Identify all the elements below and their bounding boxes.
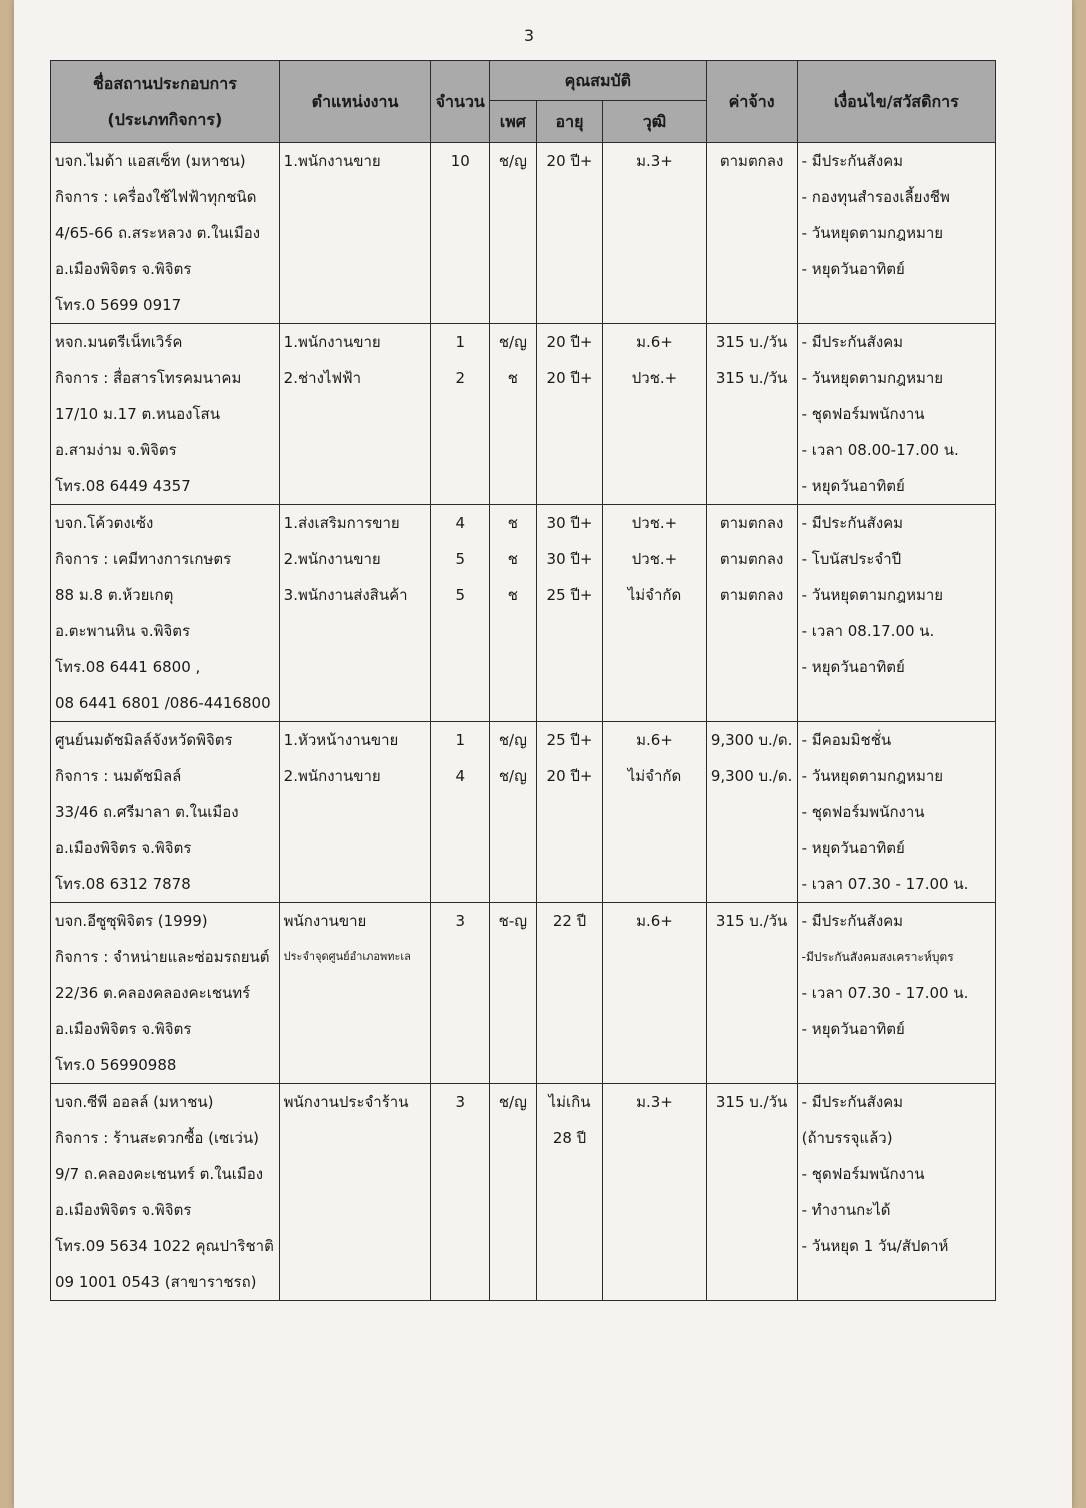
company-line: กิจการ : เคมีทางการเกษตร (55, 550, 232, 568)
position-line: 1.พนักงานขาย (283, 152, 381, 170)
company-cell (51, 903, 280, 1084)
welfare-line: - ชุดฟอร์มพนักงาน (801, 1165, 925, 1183)
company-line: 09 1001 0543 (สาขาราชรถ) (55, 1273, 257, 1291)
table-row (51, 324, 996, 505)
position-cell (279, 903, 431, 1084)
welfare-line: - วันหยุดตามกฎหมาย (801, 369, 944, 387)
company-line: บจก.ซีพี ออลล์ (มหาชน) (55, 1093, 214, 1111)
position-cell (279, 505, 431, 722)
gender-line: ช/ญ (498, 152, 527, 170)
company-line: 9/7 ถ.คลองคะเชนทร์ ต.ในเมือง (55, 1165, 264, 1183)
age-cell (536, 722, 603, 903)
count-line: 10 (450, 152, 470, 170)
gender-line: ช/ญ (498, 1093, 527, 1111)
wage-line: 315 บ./วัน (715, 912, 788, 930)
position-line: พนักงานประจำร้าน (283, 1093, 409, 1111)
wage-line: 315 บ./วัน (715, 333, 788, 351)
job-table (50, 60, 996, 1301)
welfare-line: - ชุดฟอร์มพนักงาน (801, 405, 925, 423)
welfare-line: - มีประกันสังคม (801, 514, 904, 532)
gender-line: ช/ญ (498, 731, 527, 749)
welfare-line: - วันหยุดตามกฎหมาย (801, 224, 944, 242)
age-line: 25 ปี+ (546, 586, 593, 604)
gender-line: ช (507, 550, 518, 568)
count-line: 5 (455, 586, 466, 604)
position-line: 1.พนักงานขาย (283, 333, 381, 351)
welfare-line: - หยุดวันอาทิตย์ (801, 477, 905, 495)
company-cell (51, 1084, 280, 1301)
education-line: ปวช.+ (631, 369, 678, 387)
wage-line: 9,300 บ./ด. (710, 767, 793, 785)
gender-cell (490, 505, 537, 722)
welfare-line: - มีประกันสังคม (801, 912, 904, 930)
table-row (51, 722, 996, 903)
company-cell (51, 143, 280, 324)
wage-cell (706, 903, 797, 1084)
education-line: ม.6+ (636, 731, 673, 749)
count-line: 5 (455, 550, 466, 568)
company-line: กิจการ : นมดัชมิลล์ (55, 767, 182, 785)
gender-line: ช (507, 514, 518, 532)
welfare-line: - เวลา 08.17.00 น. (801, 622, 935, 640)
age-cell (536, 903, 603, 1084)
count-cell (431, 903, 490, 1084)
header-age: อายุ (536, 101, 603, 143)
wage-cell (706, 505, 797, 722)
company-line: กิจการ : สื่อสารโทรคมนาคม (55, 369, 242, 387)
education-line: ไม่จำกัด (627, 586, 682, 604)
wage-cell (706, 1084, 797, 1301)
welfare-line: - วันหยุดตามกฎหมาย (801, 767, 944, 785)
company-line: 88 ม.8 ต.ห้วยเกตุ (55, 586, 174, 604)
age-line: 20 ปี+ (546, 333, 593, 351)
wage-line: 315 บ./วัน (715, 369, 788, 387)
education-line: ม.6+ (636, 912, 673, 930)
company-line: อ.เมืองพิจิตร จ.พิจิตร (55, 1020, 192, 1038)
company-line: 17/10 ม.17 ต.หนองโสน (55, 405, 220, 423)
company-line: โทร.0 5699 0917 (55, 296, 182, 314)
gender-cell (490, 903, 537, 1084)
company-line: โทร.08 6441 6800 , (55, 658, 201, 676)
company-line: 22/36 ต.คลองคลองคะเชนทร์ (55, 984, 251, 1002)
welfare-line: - มีประกันสังคม (801, 1093, 904, 1111)
position-line: ประจำจุดศูนย์อำเภอพทะเล (283, 950, 411, 963)
welfare-line: - วันหยุด 1 วัน/สัปดาห์ (801, 1237, 949, 1255)
age-line: 20 ปี+ (546, 369, 593, 387)
wage-line: ตามตกลง (719, 152, 784, 170)
company-line: อ.เมืองพิจิตร จ.พิจิตร (55, 1201, 192, 1219)
table-row (51, 1084, 996, 1301)
welfare-cell (797, 505, 995, 722)
company-line: กิจการ : เครื่องใช้ไฟฟ้าทุกชนิด (55, 188, 257, 206)
welfare-line: - ทำงานกะได้ (801, 1201, 891, 1219)
count-cell (431, 143, 490, 324)
header-wage: ค่าจ้าง (706, 61, 797, 143)
age-line: 28 ปี (552, 1129, 587, 1147)
wage-cell (706, 324, 797, 505)
education-cell (603, 722, 706, 903)
welfare-line: (ถ้าบรรจุแล้ว) (801, 1129, 893, 1147)
company-cell (51, 722, 280, 903)
age-line: 30 ปี+ (546, 550, 593, 568)
welfare-cell (797, 1084, 995, 1301)
welfare-line: - เวลา 07.30 - 17.00 น. (801, 984, 969, 1002)
age-cell (536, 505, 603, 722)
welfare-cell (797, 324, 995, 505)
welfare-line: - โบนัสประจำปี (801, 550, 902, 568)
age-line: ไม่เกิน (548, 1093, 591, 1111)
count-cell (431, 1084, 490, 1301)
wage-line: ตามตกลง (719, 586, 784, 604)
header-welfare: เงื่อนไข/สวัสดิการ (797, 61, 995, 143)
company-line: บจก.โค้วตงเซ้ง (55, 514, 154, 532)
company-line: บจก.อีซูซุพิจิตร (1999) (55, 912, 208, 930)
position-line: 1.หัวหน้างานขาย (283, 731, 399, 749)
count-line: 2 (455, 369, 466, 387)
count-line: 4 (455, 514, 466, 532)
gender-line: ช-ญ (498, 912, 528, 930)
welfare-line: - มีประกันสังคม (801, 333, 904, 351)
welfare-line: - เวลา 08.00-17.00 น. (801, 441, 959, 459)
count-cell (431, 324, 490, 505)
header-position: ตำแหน่งงาน (279, 61, 431, 143)
position-line: 3.พนักงานส่งสินค้า (283, 586, 408, 604)
welfare-line: - หยุดวันอาทิตย์ (801, 658, 905, 676)
education-line: ไม่จำกัด (627, 767, 682, 785)
company-line: 33/46 ถ.ศรีมาลา ต.ในเมือง (55, 803, 239, 821)
age-cell (536, 324, 603, 505)
age-line: 22 ปี (552, 912, 587, 930)
welfare-line: -มีประกันสังคมสงเคราะห์บุตร (801, 950, 954, 964)
gender-line: ช/ญ (498, 767, 527, 785)
education-line: ม.6+ (636, 333, 673, 351)
company-line: อ.เมืองพิจิตร จ.พิจิตร (55, 839, 192, 857)
welfare-cell (797, 143, 995, 324)
education-line: ปวช.+ (631, 550, 678, 568)
education-line: ม.3+ (636, 1093, 673, 1111)
welfare-line: - เวลา 07.30 - 17.00 น. (801, 875, 969, 893)
header-qualifications: คุณสมบัติ (490, 61, 706, 101)
company-line: โทร.08 6312 7878 (55, 875, 191, 893)
count-line: 1 (455, 333, 466, 351)
welfare-line: - ชุดฟอร์มพนักงาน (801, 803, 925, 821)
company-cell (51, 324, 280, 505)
position-line: 2.พนักงานขาย (283, 550, 381, 568)
wage-cell (706, 722, 797, 903)
welfare-line: - หยุดวันอาทิตย์ (801, 839, 905, 857)
wage-line: 9,300 บ./ด. (710, 731, 793, 749)
gender-cell (490, 722, 537, 903)
gender-line: ช/ญ (498, 333, 527, 351)
age-cell (536, 143, 603, 324)
welfare-cell (797, 903, 995, 1084)
header-company (51, 61, 280, 143)
company-line: โทร.09 5634 1022 คุณปาริชาติ (55, 1237, 274, 1255)
company-line: 4/65-66 ถ.สระหลวง ต.ในเมือง (55, 224, 261, 242)
position-cell (279, 722, 431, 903)
gender-line: ช (507, 369, 518, 387)
company-line: กิจการ : ร้านสะดวกซื้อ (เซเว่น) (55, 1129, 259, 1147)
age-cell (536, 1084, 603, 1301)
wage-line: ตามตกลง (719, 550, 784, 568)
document-page (14, 0, 1072, 1508)
company-line: โทร.08 6449 4357 (55, 477, 191, 495)
company-line: บจก.ไมด้า แอสเซ็ท (มหาชน) (55, 152, 246, 170)
education-cell (603, 1084, 706, 1301)
gender-cell (490, 324, 537, 505)
welfare-line: - กองทุนสำรองเลี้ยงชีพ (801, 188, 950, 206)
welfare-line: - วันหยุดตามกฎหมาย (801, 586, 944, 604)
count-line: 4 (455, 767, 466, 785)
position-line: พนักงานขาย (283, 912, 367, 930)
education-cell (603, 324, 706, 505)
education-cell (603, 903, 706, 1084)
welfare-cell (797, 722, 995, 903)
position-line: 2.พนักงานขาย (283, 767, 381, 785)
position-cell (279, 324, 431, 505)
gender-cell (490, 143, 537, 324)
table-row (51, 505, 996, 722)
gender-cell (490, 1084, 537, 1301)
company-cell (51, 505, 280, 722)
wage-cell (706, 143, 797, 324)
education-cell (603, 505, 706, 722)
count-cell (431, 722, 490, 903)
age-line: 25 ปี+ (546, 731, 593, 749)
company-line: โทร.0 56990988 (55, 1056, 177, 1074)
count-line: 1 (455, 731, 466, 749)
company-line: อ.สามง่าม จ.พิจิตร (55, 441, 177, 459)
header-company-line2: (ประเภทกิจการ) (107, 109, 223, 129)
count-line: 3 (455, 1093, 466, 1111)
wage-line: ตามตกลง (719, 514, 784, 532)
age-line: 20 ปี+ (546, 767, 593, 785)
count-cell (431, 505, 490, 722)
company-line: อ.เมืองพิจิตร จ.พิจิตร (55, 260, 192, 278)
position-line: 1.ส่งเสริมการขาย (283, 514, 400, 532)
gender-line: ช (507, 586, 518, 604)
education-line: ม.3+ (636, 152, 673, 170)
company-line: อ.ตะพานหิน จ.พิจิตร (55, 622, 191, 640)
position-line: 2.ช่างไฟฟ้า (283, 369, 362, 387)
welfare-line: - มีคอมมิชชั่น (801, 731, 892, 749)
page-number: 3 (523, 26, 535, 45)
welfare-line: - หยุดวันอาทิตย์ (801, 260, 905, 278)
welfare-line: - มีประกันสังคม (801, 152, 904, 170)
count-line: 3 (455, 912, 466, 930)
company-line: 08 6441 6801 /086-4416800 (55, 694, 271, 712)
company-line: หจก.มนตรีเน็ทเวิร์ค (55, 333, 183, 351)
wage-line: 315 บ./วัน (715, 1093, 788, 1111)
header-company-line1: ชื่อสถานประกอบการ (92, 73, 237, 93)
table-row (51, 143, 996, 324)
position-cell (279, 143, 431, 324)
table-row (51, 903, 996, 1084)
header-education: วุฒิ (603, 101, 706, 143)
age-line: 20 ปี+ (546, 152, 593, 170)
education-cell (603, 143, 706, 324)
welfare-line: - หยุดวันอาทิตย์ (801, 1020, 905, 1038)
header-count: จำนวน (431, 61, 490, 143)
age-line: 30 ปี+ (546, 514, 593, 532)
company-line: กิจการ : จำหน่ายและซ่อมรถยนต์ (55, 948, 270, 966)
company-line: ศูนย์นมดัชมิลล์จังหวัดพิจิตร (55, 731, 233, 749)
position-cell (279, 1084, 431, 1301)
header-gender: เพศ (490, 101, 537, 143)
education-line: ปวช.+ (631, 514, 678, 532)
